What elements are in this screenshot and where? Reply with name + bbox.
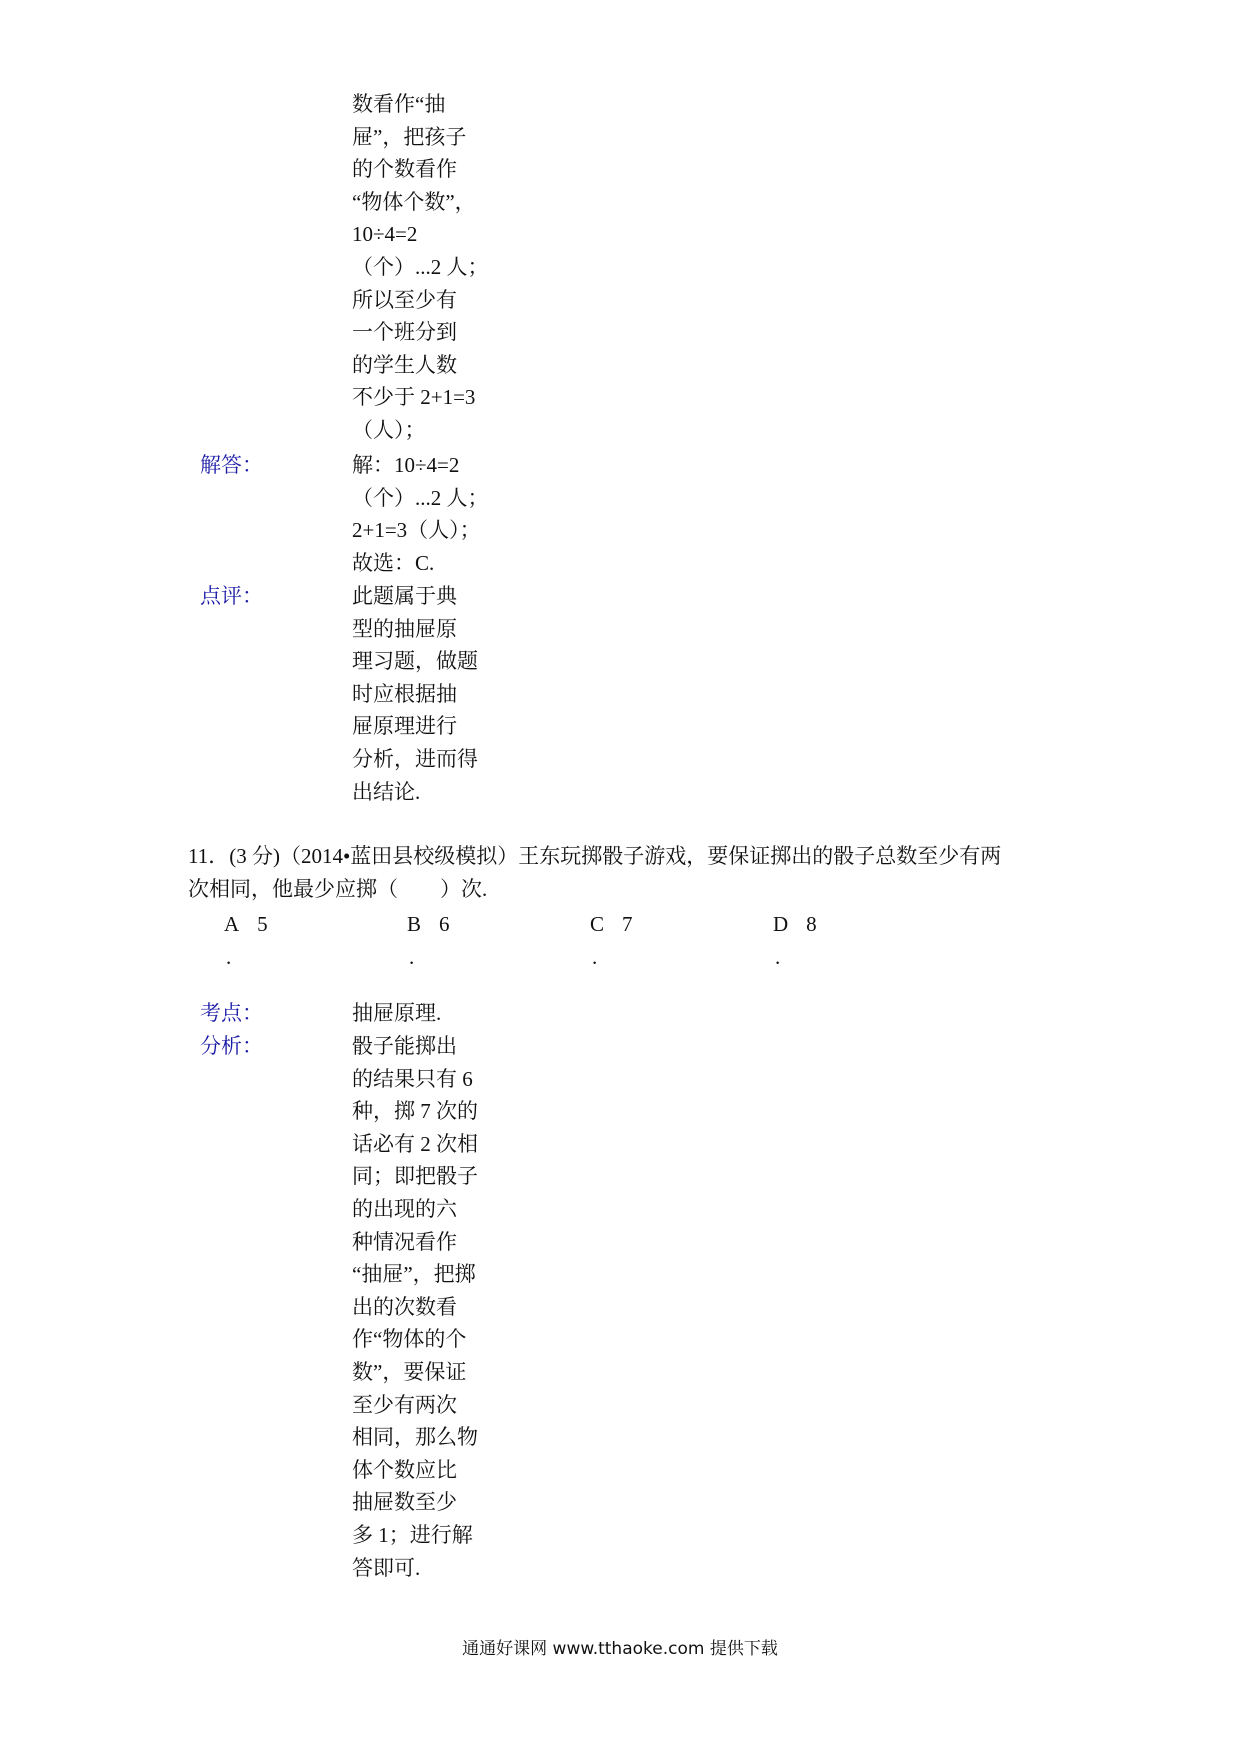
text-line: 种，掷 7 次的 (352, 1099, 478, 1124)
analysis-text (352, 1030, 488, 1584)
question-line-1: 11．(3 分)（2014•蓝田县校级模拟）王东玩掷骰子游戏，要保证掷出的骰子总数至少有两 (188, 844, 1002, 868)
option-dot: . (775, 945, 781, 969)
text-line: 抽屉原理. (352, 1001, 442, 1025)
text-line: 一个班分到 (352, 320, 457, 345)
text-line: 话必有 2 次相 (352, 1131, 478, 1156)
text-line: 解：10÷4=2 (352, 453, 460, 477)
text-line: （个）...2 人； (352, 485, 489, 510)
text-line: 同；即把骰子 (352, 1164, 478, 1189)
option-letter: A (224, 912, 240, 936)
solution-label: 解答： (200, 453, 263, 477)
text-line: 相同，那么物 (352, 1425, 478, 1450)
text-line: 的结果只有 6 (352, 1066, 473, 1091)
text-line: 此题属于典 (352, 584, 457, 608)
comment-label: 点评： (200, 584, 263, 608)
text-line: 时应根据抽 (352, 681, 457, 706)
text-line: 分析，进而得 (352, 746, 478, 771)
text-line: 10÷4=2 (352, 222, 418, 247)
option-a (224, 908, 344, 974)
text-line: 出的次数看 (352, 1294, 457, 1319)
text-line: 出结论. (352, 779, 421, 804)
option-value: 5 (257, 912, 268, 936)
question-11 (188, 840, 1068, 905)
text-line: 理习题，做题 (352, 649, 478, 674)
text-line: 故选：C. (352, 550, 435, 575)
exam-point-label: 考点： (200, 1001, 263, 1025)
text-line: 多 1；进行解 (352, 1522, 473, 1547)
text-line: （人）； (352, 417, 426, 442)
text-line: 所以至少有 (352, 287, 457, 312)
text-line: 屉原理进行 (352, 714, 457, 739)
text-line: “抽屉”，把掷 (352, 1262, 476, 1287)
option-value: 6 (439, 912, 450, 936)
text-line: 骰子能掷出 (352, 1034, 457, 1058)
option-letter: B (407, 912, 422, 936)
exam-point-text (352, 997, 488, 1030)
option-letter: C (590, 912, 605, 936)
text-line: 型的抽屉原 (352, 616, 457, 641)
text-line: 答即可. (352, 1555, 421, 1580)
page-footer: 通通好课网 www.tthaoke.com 提供下载 (462, 1639, 778, 1659)
option-b (407, 908, 527, 974)
text-line: “物体个数”， (352, 189, 476, 214)
option-value: 8 (806, 912, 817, 936)
prev-analysis-text (352, 88, 488, 447)
text-line: 的学生人数 (352, 352, 457, 377)
text-line: 数”，要保证 (352, 1359, 467, 1384)
solution-text (352, 449, 488, 579)
option-d (773, 908, 893, 974)
option-letter: D (773, 912, 789, 936)
comment-text (352, 580, 488, 808)
text-line: 屉”，把孩子 (352, 124, 467, 149)
text-line: 作“物体的个 (352, 1327, 467, 1352)
question-line-2: 次相同，他最少应掷（ ）次. (188, 876, 488, 901)
text-line: 2+1=3（人）； (352, 518, 481, 543)
text-line: 体个数应比 (352, 1457, 457, 1482)
text-line: 的出现的六 (352, 1196, 457, 1221)
text-line: 种情况看作 (352, 1229, 457, 1254)
text-line: 不少于 2+1=3 (352, 385, 476, 410)
text-line: （个）...2 人； (352, 254, 489, 279)
text-line: 的个数看作 (352, 157, 457, 182)
analysis-label: 分析： (200, 1034, 263, 1058)
text-line: 至少有两次 (352, 1392, 457, 1417)
option-value: 7 (622, 912, 633, 936)
option-dot: . (409, 945, 415, 969)
option-c (590, 908, 710, 974)
text-line: 抽屉数至少 (352, 1490, 457, 1515)
text-line: 数看作“抽 (352, 92, 446, 116)
option-dot: . (592, 945, 598, 969)
option-dot: . (226, 945, 232, 969)
